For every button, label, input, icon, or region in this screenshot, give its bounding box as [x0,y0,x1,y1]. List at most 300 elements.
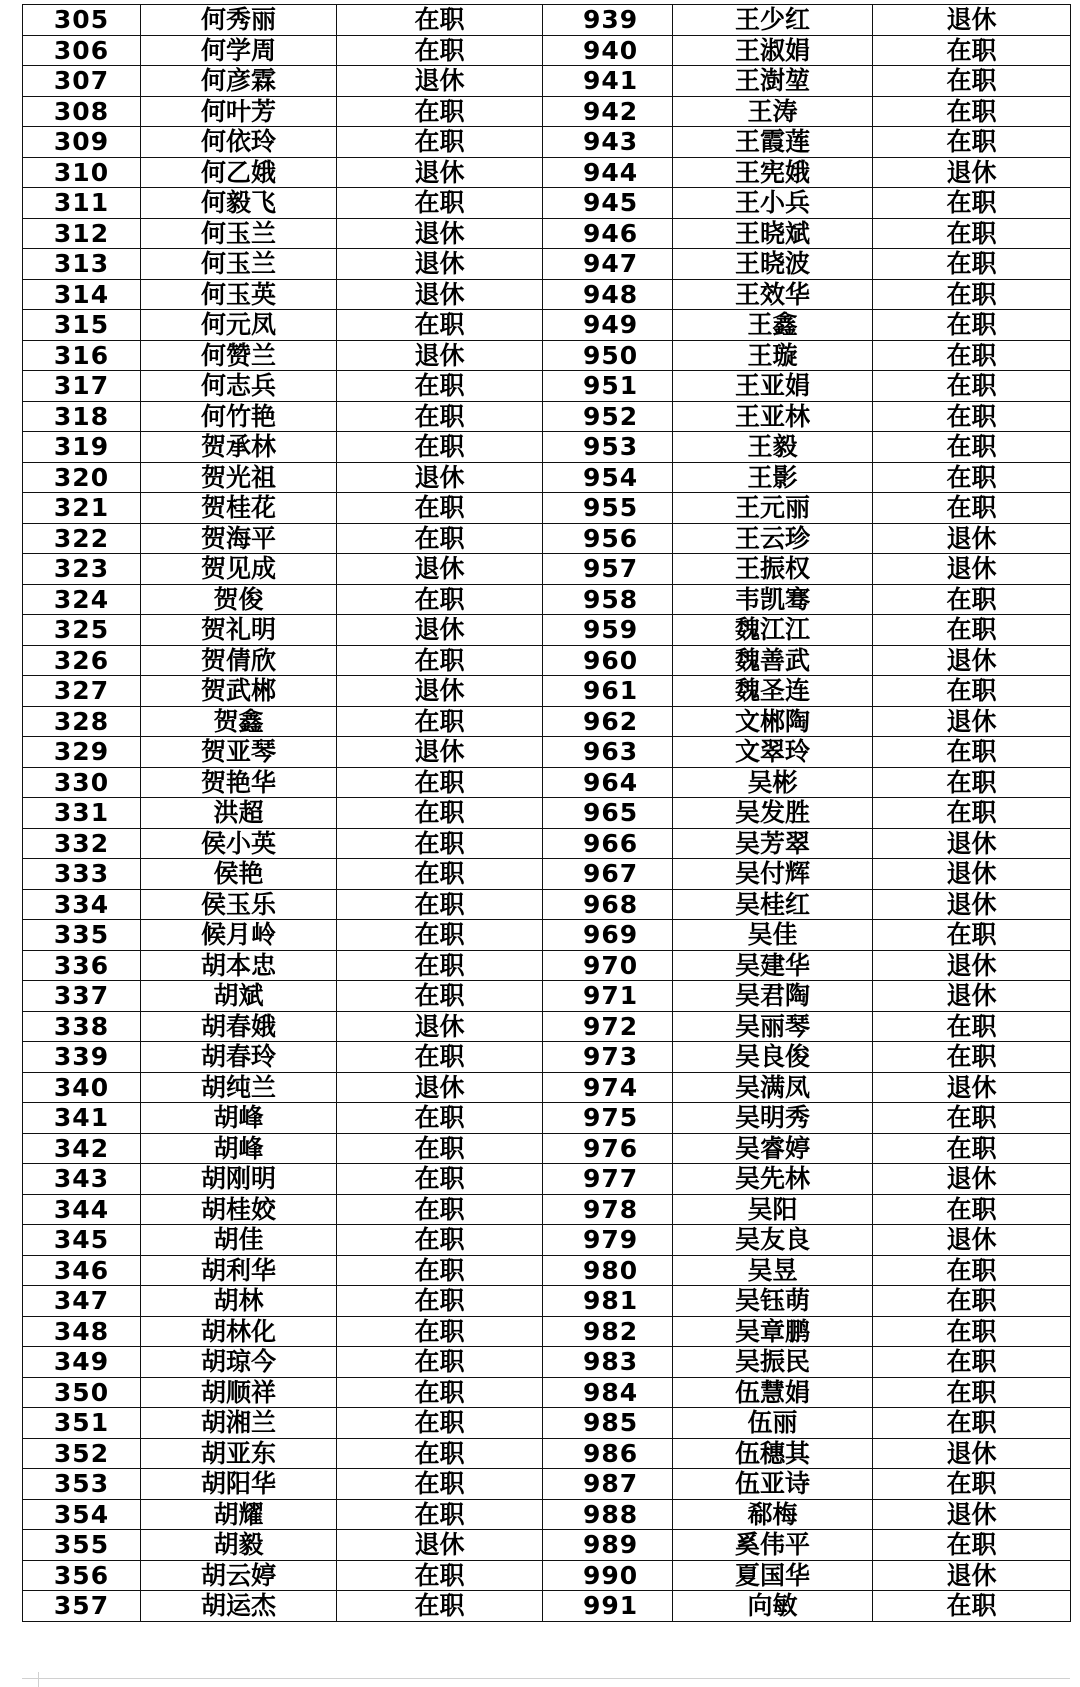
right-number-cell: 963 [543,737,673,768]
right-number-cell: 965 [543,798,673,829]
left-status-cell: 退休 [337,279,543,310]
right-name-cell: 吴友良 [673,1225,873,1256]
right-number-cell: 988 [543,1499,673,1530]
left-status-cell: 在职 [337,1255,543,1286]
left-status-cell: 退休 [337,462,543,493]
right-number-cell: 989 [543,1530,673,1561]
right-number-cell: 981 [543,1286,673,1317]
left-status-cell: 在职 [337,1164,543,1195]
left-status-cell: 在职 [337,1499,543,1530]
right-status-cell: 在职 [873,615,1071,646]
left-number-cell: 332 [23,828,141,859]
right-number-cell: 962 [543,706,673,737]
right-status-cell: 退休 [873,706,1071,737]
left-status-cell: 在职 [337,401,543,432]
right-name-cell: 魏善武 [673,645,873,676]
right-number-cell: 955 [543,493,673,524]
right-status-cell: 在职 [873,767,1071,798]
right-name-cell: 夏国华 [673,1560,873,1591]
table-row [23,1164,1071,1195]
right-status-cell: 在职 [873,340,1071,371]
left-name-cell: 胡林化 [141,1316,337,1347]
right-name-cell: 吴钰萌 [673,1286,873,1317]
right-number-cell: 959 [543,615,673,646]
left-status-cell: 退休 [337,66,543,97]
right-number-cell: 970 [543,950,673,981]
right-number-cell: 950 [543,340,673,371]
left-status-cell: 在职 [337,1133,543,1164]
right-status-cell: 在职 [873,737,1071,768]
right-name-cell: 吴睿婷 [673,1133,873,1164]
right-name-cell: 王亚娟 [673,371,873,402]
table-row [23,554,1071,585]
left-number-cell: 356 [23,1560,141,1591]
left-number-cell: 321 [23,493,141,524]
left-status-cell: 在职 [337,371,543,402]
roster-table [22,4,1071,1622]
right-number-cell: 967 [543,859,673,890]
left-number-cell: 329 [23,737,141,768]
right-status-cell: 在职 [873,1011,1071,1042]
left-name-cell: 洪超 [141,798,337,829]
left-name-cell: 侯小英 [141,828,337,859]
right-number-cell: 983 [543,1347,673,1378]
left-status-cell: 在职 [337,1469,543,1500]
left-name-cell: 何玉兰 [141,249,337,280]
table-row [23,828,1071,859]
table-row [23,249,1071,280]
left-name-cell: 贺俊 [141,584,337,615]
left-status-cell: 在职 [337,1194,543,1225]
right-status-cell: 在职 [873,798,1071,829]
left-status-cell: 在职 [337,1103,543,1134]
left-number-cell: 340 [23,1072,141,1103]
left-name-cell: 何玉兰 [141,218,337,249]
table-row [23,1286,1071,1317]
left-status-cell: 退休 [337,1011,543,1042]
right-status-cell: 在职 [873,127,1071,158]
left-name-cell: 何竹艳 [141,401,337,432]
left-name-cell: 贺鑫 [141,706,337,737]
left-number-cell: 339 [23,1042,141,1073]
right-number-cell: 969 [543,920,673,951]
right-number-cell: 952 [543,401,673,432]
table-row [23,950,1071,981]
table-row [23,371,1071,402]
left-name-cell: 何秀丽 [141,5,337,36]
right-status-cell: 在职 [873,1377,1071,1408]
right-name-cell: 吴建华 [673,950,873,981]
left-name-cell: 贺倩欣 [141,645,337,676]
right-status-cell: 在职 [873,35,1071,66]
right-status-cell: 退休 [873,859,1071,890]
right-name-cell: 吴桂红 [673,889,873,920]
right-status-cell: 在职 [873,310,1071,341]
right-name-cell: 王淑娟 [673,35,873,66]
left-number-cell: 331 [23,798,141,829]
right-name-cell: 吴发胜 [673,798,873,829]
left-status-cell: 在职 [337,1591,543,1622]
right-name-cell: 伍慧娟 [673,1377,873,1408]
right-name-cell: 王振权 [673,554,873,585]
left-name-cell: 侯艳 [141,859,337,890]
page-edge-tick [38,1672,39,1687]
right-number-cell: 943 [543,127,673,158]
right-status-cell: 在职 [873,1469,1071,1500]
left-number-cell: 306 [23,35,141,66]
right-name-cell: 王晓斌 [673,218,873,249]
left-number-cell: 319 [23,432,141,463]
table-row [23,1072,1071,1103]
left-number-cell: 327 [23,676,141,707]
table-row [23,1225,1071,1256]
left-name-cell: 何玉英 [141,279,337,310]
left-status-cell: 在职 [337,584,543,615]
right-number-cell: 982 [543,1316,673,1347]
table-row [23,279,1071,310]
right-number-cell: 985 [543,1408,673,1439]
left-status-cell: 在职 [337,645,543,676]
left-status-cell: 退休 [337,340,543,371]
left-name-cell: 胡毅 [141,1530,337,1561]
right-status-cell: 退休 [873,645,1071,676]
right-name-cell: 王小兵 [673,188,873,219]
left-name-cell: 胡春娥 [141,1011,337,1042]
left-status-cell: 在职 [337,981,543,1012]
left-number-cell: 310 [23,157,141,188]
left-name-cell: 胡亚东 [141,1438,337,1469]
right-number-cell: 980 [543,1255,673,1286]
right-number-cell: 971 [543,981,673,1012]
right-status-cell: 退休 [873,1164,1071,1195]
right-name-cell: 郗梅 [673,1499,873,1530]
right-number-cell: 961 [543,676,673,707]
right-status-cell: 退休 [873,1560,1071,1591]
left-number-cell: 317 [23,371,141,402]
right-status-cell: 在职 [873,1042,1071,1073]
left-number-cell: 315 [23,310,141,341]
table-row [23,1194,1071,1225]
table-row [23,767,1071,798]
right-number-cell: 944 [543,157,673,188]
left-number-cell: 343 [23,1164,141,1195]
left-name-cell: 候月岭 [141,920,337,951]
table-row [23,493,1071,524]
left-number-cell: 316 [23,340,141,371]
right-name-cell: 伍丽 [673,1408,873,1439]
left-status-cell: 在职 [337,493,543,524]
left-number-cell: 318 [23,401,141,432]
left-name-cell: 何志兵 [141,371,337,402]
table-row [23,127,1071,158]
table-row [23,981,1071,1012]
right-name-cell: 王毅 [673,432,873,463]
right-status-cell: 在职 [873,1194,1071,1225]
right-name-cell: 吴满凤 [673,1072,873,1103]
right-name-cell: 奚伟平 [673,1530,873,1561]
left-status-cell: 在职 [337,920,543,951]
left-number-cell: 328 [23,706,141,737]
table-row [23,1133,1071,1164]
table-row [23,1347,1071,1378]
left-number-cell: 348 [23,1316,141,1347]
left-status-cell: 退休 [337,676,543,707]
left-status-cell: 在职 [337,96,543,127]
table-row [23,218,1071,249]
left-status-cell: 在职 [337,828,543,859]
left-number-cell: 323 [23,554,141,585]
right-number-cell: 972 [543,1011,673,1042]
left-number-cell: 305 [23,5,141,36]
right-status-cell: 在职 [873,218,1071,249]
left-status-cell: 在职 [337,859,543,890]
left-number-cell: 337 [23,981,141,1012]
right-status-cell: 退休 [873,889,1071,920]
right-number-cell: 964 [543,767,673,798]
right-number-cell: 987 [543,1469,673,1500]
right-number-cell: 958 [543,584,673,615]
right-name-cell: 王澍堃 [673,66,873,97]
right-number-cell: 979 [543,1225,673,1256]
left-number-cell: 307 [23,66,141,97]
left-number-cell: 334 [23,889,141,920]
left-number-cell: 325 [23,615,141,646]
table-row [23,157,1071,188]
right-name-cell: 王亚林 [673,401,873,432]
left-name-cell: 何元凤 [141,310,337,341]
right-status-cell: 在职 [873,66,1071,97]
left-status-cell: 在职 [337,432,543,463]
left-name-cell: 胡琼今 [141,1347,337,1378]
left-number-cell: 353 [23,1469,141,1500]
right-name-cell: 王少红 [673,5,873,36]
left-status-cell: 在职 [337,310,543,341]
table-row [23,35,1071,66]
left-number-cell: 352 [23,1438,141,1469]
right-number-cell: 953 [543,432,673,463]
table-row [23,5,1071,36]
left-number-cell: 347 [23,1286,141,1317]
right-number-cell: 945 [543,188,673,219]
left-name-cell: 胡利华 [141,1255,337,1286]
left-number-cell: 336 [23,950,141,981]
right-number-cell: 954 [543,462,673,493]
table-row [23,584,1071,615]
left-name-cell: 胡佳 [141,1225,337,1256]
left-name-cell: 何依玲 [141,127,337,158]
right-status-cell: 退休 [873,1499,1071,1530]
right-status-cell: 在职 [873,493,1071,524]
left-name-cell: 贺承林 [141,432,337,463]
right-number-cell: 956 [543,523,673,554]
right-name-cell: 韦凯骞 [673,584,873,615]
left-status-cell: 在职 [337,1347,543,1378]
left-status-cell: 在职 [337,5,543,36]
right-number-cell: 968 [543,889,673,920]
page-edge-line [22,1678,1070,1679]
table-row [23,1011,1071,1042]
right-name-cell: 王霞莲 [673,127,873,158]
right-name-cell: 吴阳 [673,1194,873,1225]
left-status-cell: 退休 [337,1530,543,1561]
right-number-cell: 975 [543,1103,673,1134]
right-name-cell: 吴良俊 [673,1042,873,1073]
table-row [23,188,1071,219]
right-number-cell: 973 [543,1042,673,1073]
right-name-cell: 吴振民 [673,1347,873,1378]
table-row [23,1042,1071,1073]
right-name-cell: 吴彬 [673,767,873,798]
right-number-cell: 978 [543,1194,673,1225]
right-status-cell: 在职 [873,920,1071,951]
right-status-cell: 在职 [873,249,1071,280]
table-row [23,1316,1071,1347]
right-number-cell: 951 [543,371,673,402]
left-name-cell: 胡桂姣 [141,1194,337,1225]
right-status-cell: 退休 [873,157,1071,188]
right-number-cell: 991 [543,1591,673,1622]
table-row [23,1408,1071,1439]
left-name-cell: 胡耀 [141,1499,337,1530]
right-name-cell: 魏圣连 [673,676,873,707]
table-row [23,523,1071,554]
left-status-cell: 在职 [337,188,543,219]
left-name-cell: 贺武郴 [141,676,337,707]
right-status-cell: 退休 [873,1072,1071,1103]
right-number-cell: 986 [543,1438,673,1469]
right-number-cell: 974 [543,1072,673,1103]
table-row [23,401,1071,432]
table-row [23,1560,1071,1591]
right-name-cell: 王宪娥 [673,157,873,188]
table-row [23,1377,1071,1408]
right-number-cell: 984 [543,1377,673,1408]
left-name-cell: 胡纯兰 [141,1072,337,1103]
left-name-cell: 贺光祖 [141,462,337,493]
left-number-cell: 338 [23,1011,141,1042]
right-name-cell: 王涛 [673,96,873,127]
left-number-cell: 313 [23,249,141,280]
left-status-cell: 在职 [337,1560,543,1591]
right-status-cell: 在职 [873,1591,1071,1622]
left-status-cell: 在职 [337,127,543,158]
table-row [23,645,1071,676]
left-name-cell: 胡顺祥 [141,1377,337,1408]
left-number-cell: 345 [23,1225,141,1256]
left-name-cell: 胡峰 [141,1133,337,1164]
table-row [23,310,1071,341]
right-number-cell: 939 [543,5,673,36]
left-name-cell: 胡阳华 [141,1469,337,1500]
right-name-cell: 吴付辉 [673,859,873,890]
left-status-cell: 在职 [337,1042,543,1073]
right-status-cell: 在职 [873,462,1071,493]
table-row [23,340,1071,371]
right-name-cell: 向敏 [673,1591,873,1622]
left-status-cell: 在职 [337,950,543,981]
right-status-cell: 在职 [873,1255,1071,1286]
left-number-cell: 311 [23,188,141,219]
table-row [23,1499,1071,1530]
right-name-cell: 王元丽 [673,493,873,524]
right-status-cell: 在职 [873,401,1071,432]
left-status-cell: 在职 [337,1286,543,1317]
left-name-cell: 何毅飞 [141,188,337,219]
table-row [23,706,1071,737]
table-row [23,1103,1071,1134]
right-status-cell: 在职 [873,584,1071,615]
right-name-cell: 伍亚诗 [673,1469,873,1500]
right-status-cell: 在职 [873,279,1071,310]
table-row [23,859,1071,890]
right-status-cell: 在职 [873,1347,1071,1378]
right-name-cell: 王璇 [673,340,873,371]
left-status-cell: 退休 [337,218,543,249]
right-name-cell: 吴昱 [673,1255,873,1286]
right-name-cell: 文翠玲 [673,737,873,768]
left-name-cell: 胡湘兰 [141,1408,337,1439]
table-row [23,1469,1071,1500]
right-status-cell: 在职 [873,1133,1071,1164]
left-name-cell: 何叶芳 [141,96,337,127]
right-number-cell: 946 [543,218,673,249]
left-name-cell: 贺见成 [141,554,337,585]
left-name-cell: 胡春玲 [141,1042,337,1073]
right-status-cell: 退休 [873,1438,1071,1469]
left-name-cell: 贺海平 [141,523,337,554]
table-row [23,676,1071,707]
table-row [23,1530,1071,1561]
right-number-cell: 957 [543,554,673,585]
table-row [23,737,1071,768]
left-number-cell: 322 [23,523,141,554]
right-status-cell: 退休 [873,1225,1071,1256]
left-name-cell: 胡斌 [141,981,337,1012]
roster-table-body [23,5,1071,1622]
right-status-cell: 在职 [873,1408,1071,1439]
left-status-cell: 退休 [337,615,543,646]
left-status-cell: 在职 [337,523,543,554]
left-number-cell: 309 [23,127,141,158]
left-name-cell: 何赞兰 [141,340,337,371]
table-row [23,96,1071,127]
right-status-cell: 在职 [873,1286,1071,1317]
table-row [23,66,1071,97]
right-name-cell: 吴先林 [673,1164,873,1195]
left-number-cell: 308 [23,96,141,127]
left-number-cell: 341 [23,1103,141,1134]
table-row [23,1255,1071,1286]
left-name-cell: 胡刚明 [141,1164,337,1195]
left-number-cell: 312 [23,218,141,249]
table-row [23,798,1071,829]
right-number-cell: 940 [543,35,673,66]
left-name-cell: 贺亚琴 [141,737,337,768]
left-status-cell: 在职 [337,767,543,798]
right-status-cell: 退休 [873,950,1071,981]
right-status-cell: 在职 [873,371,1071,402]
left-status-cell: 在职 [337,1408,543,1439]
right-name-cell: 吴丽琴 [673,1011,873,1042]
right-number-cell: 966 [543,828,673,859]
table-row [23,889,1071,920]
left-status-cell: 在职 [337,35,543,66]
left-name-cell: 胡峰 [141,1103,337,1134]
right-number-cell: 948 [543,279,673,310]
left-status-cell: 退休 [337,157,543,188]
left-number-cell: 326 [23,645,141,676]
left-status-cell: 在职 [337,798,543,829]
